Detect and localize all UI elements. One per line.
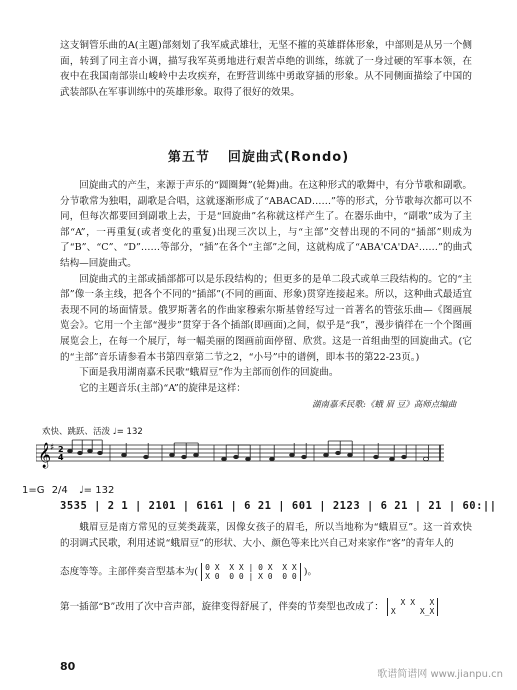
episode-line: 第一插部“B”改用了次中音声部，旋律变得舒展了，伴奏的节奏型也改成了： X X X X X_X — [60, 598, 438, 616]
tempo-marking: 欢快、跳跃、活泼 ♩= 132 — [42, 427, 143, 437]
after-score-text — [60, 520, 472, 551]
rhythm-line: 态度等等。主部伴奏音型基本为( 0 X X X | 0 X X X X 0 0 0 | X 0 0 0 )。 — [60, 563, 318, 581]
sharp-icon: ♯ — [50, 443, 55, 453]
rhythm-pattern: 0 X X X | 0 X X X X 0 0 0 | X 0 0 0 — [201, 563, 301, 581]
svg-text:2: 2 — [58, 445, 64, 454]
treble-clef-icon: 𝄞 — [38, 443, 52, 468]
episode-rhythm-pattern: X X X X X_X — [387, 598, 438, 616]
after-score-paragraph: 蛾眉豆是南方常见的豆荚类蔬菜，因像女孩子的眉毛，所以当地称为“蛾眉豆”。这一首欢快的羽调式民歌，利用述说“蛾眉豆”的形状、大小、颜色等来比兴自己对来家作“客”的青年人的 — [60, 522, 472, 549]
staff-notes — [68, 440, 429, 461]
jianpu-notation: 3535 | 2 1 | 2101 | 6161 | 6 21 | 601 | 2123 | 6 21 | 21 | 60:|| — [60, 500, 497, 512]
page-number: 80 — [60, 660, 76, 673]
intro-paragraph — [60, 38, 472, 100]
body-text — [60, 178, 472, 396]
staff-notation — [36, 423, 446, 479]
section-number: 第五节 — [167, 150, 210, 165]
lead-in-2: 它的主题音乐(主部)“A”的旋律是这样： — [79, 382, 246, 394]
score-credit: 湖南嘉禾民歌:《蛾 眉 豆》高师点编曲 — [312, 400, 457, 410]
section-heading — [0, 146, 517, 165]
key-signature: 1=G 2/4 ♩= 132 — [22, 485, 115, 496]
watermark: 歌谱简谱网 www.jianpu.cn — [377, 669, 503, 680]
paragraph-rondo-structure: 回旋曲式的主部或插部都可以是乐段结构的；但更多的是单二段式或单三段结构的。它的“主部”像一条主线，把各个不同的“插部”(不同的画面、形象)贯穿连接起来。所以，这种曲式最适宜表现不同的场面情景。俄罗斯著名的作曲家穆索尔斯基曾经写过一首著名的管弦乐曲—《图画展览会》。它用一个主部“漫步”贯穿于各个插部(即画面)之间，似乎是“我”，漫步徜徉在一个个图画展览会上，在每一个展厅，每一幅美丽的图画前面停留、欣赏。这是一首组曲型的回旋曲式。(它的“主部”音乐请参看本书第四章第二节之2，“小号”中的谱例，即本书的第22-23页。) — [60, 273, 472, 363]
svg-text:4: 4 — [58, 453, 64, 462]
section-title: 回旋曲式(Rondo) — [227, 150, 350, 165]
paragraph-rondo-origin: 回旋曲式的产生，来源于声乐的“圆圈舞”(轮舞)曲。在这种形式的歌舞中，有分节歌和副歌。分节歌常为独唱，副歌是合唱，这就逐渐形成了“ABACAD……”等的形式，分节歌每次都可以不同，但每次都要回到副歌上去，于是“回旋曲”名称就这样产生了。在器乐曲中，“副歌”成为了主部“A”，一再重复(或者变化的重复)出现三次以上，与“主部”交替出现的不同的“插部”则成为了“B”、“C”、“D”……等部分，“插”在各个“主部”之间，这就构成了“ABA'CA'DA²……”的曲式结构—回旋曲式。 — [60, 180, 472, 269]
intro-text: 这支铜管乐曲的A(主题)部刻划了我军威武雄壮，无坚不摧的英雄群体形象，中部则是从另一个侧面，转到了同主音小调，描写我军英勇地进行艰苦卓绝的训练，练就了一身过硬的军事本领，在夜中在我国南部崇山峻岭中去攻疾弃，在野营训练中勇敢穿插的形象。从不同侧面描绘了中国的武装部队在军事训练中的英雄形象。取得了很好的效果。 — [60, 40, 472, 98]
lead-in-1: 下面是我用湖南嘉禾民歌“蛾眉豆”作为主部而创作的回旋曲。 — [79, 367, 339, 379]
